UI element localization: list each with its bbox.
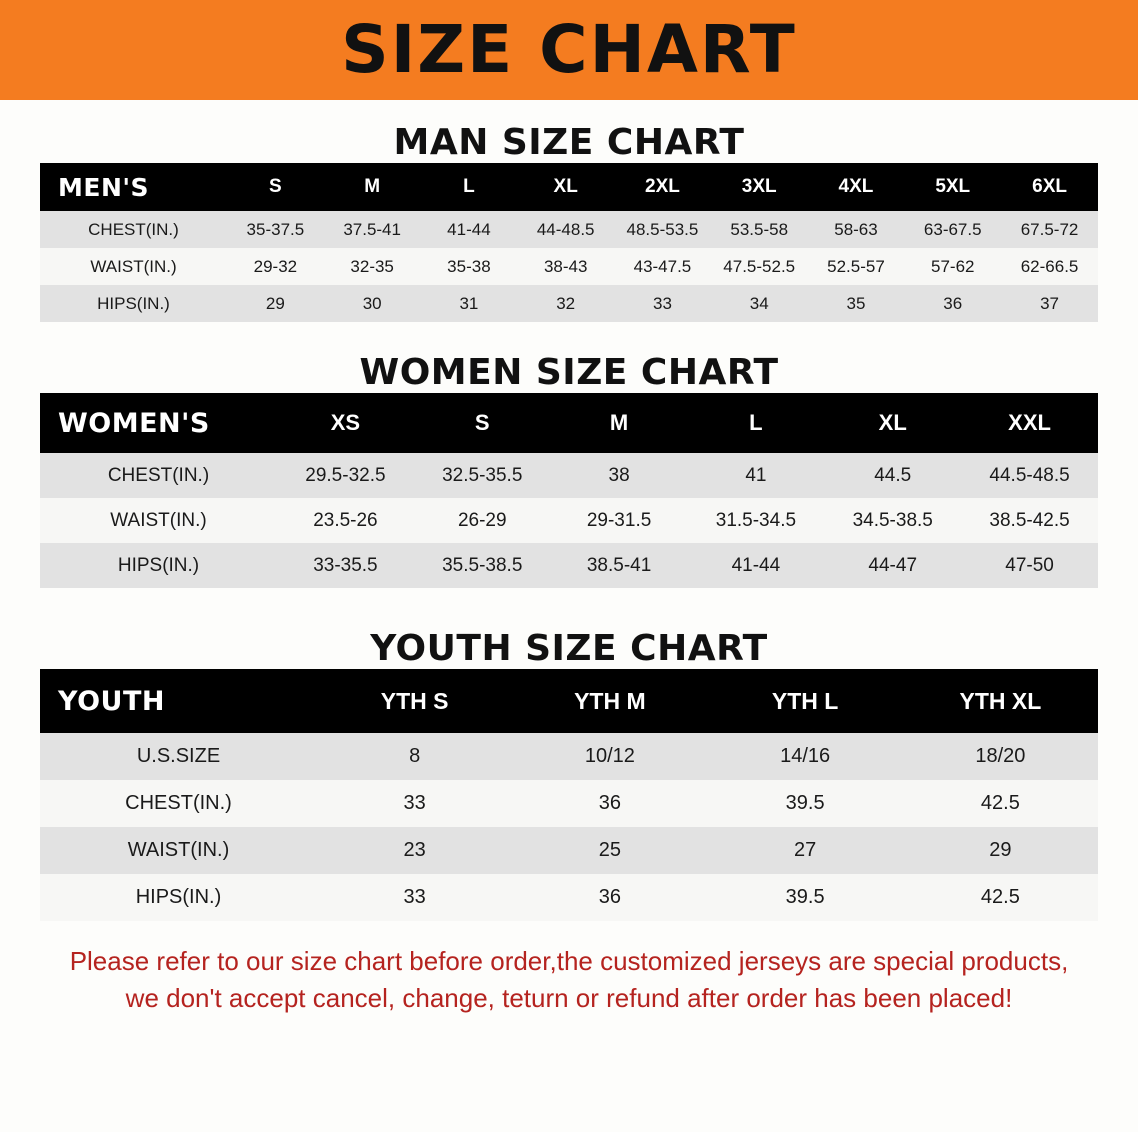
man-cell: 29-32 [253,256,298,276]
women-cell: 33-35.5 [313,554,378,576]
man-cell: 62-66.5 [1020,256,1079,276]
man-col-header: L [463,176,475,197]
man-section-title: MAN SIZE CHART [393,122,745,163]
women-col-header: XL [878,410,907,435]
table-row [40,780,1098,827]
man-cell: 53.5-58 [730,219,789,239]
women-col-header: XS [330,410,361,435]
man-cell: 30 [362,293,382,313]
youth-table-head [40,669,1098,733]
youth-cell: 25 [598,839,621,861]
youth-row-label: HIPS(IN.) [135,886,222,908]
youth-header-row [40,669,1098,733]
man-col-header: 2XL [645,176,680,197]
man-cell: 32 [556,293,576,313]
man-cell: 44-48.5 [536,219,595,239]
youth-cell: 18/20 [975,745,1026,767]
youth-table-body [40,733,1098,921]
page-title: SIZE CHART [341,11,797,88]
page-banner [0,0,1138,100]
youth-row-label: WAIST(IN.) [127,839,230,861]
table-row [40,248,1098,285]
youth-cell: 8 [409,745,421,767]
youth-col-header: YTH S [380,687,449,714]
table-row [40,211,1098,248]
man-cell: 48.5-53.5 [626,219,699,239]
youth-cell: 29 [989,839,1012,861]
man-cell: 63-67.5 [923,219,982,239]
women-cell: 31.5-34.5 [715,509,797,531]
man-cell: 33 [652,293,672,313]
man-cell: 67.5-72 [1020,219,1079,239]
man-row-label: HIPS(IN.) [97,293,170,313]
women-cell: 29.5-32.5 [305,464,386,486]
table-row [40,285,1098,322]
man-table-wrap [40,163,1098,322]
man-cell: 37 [1040,293,1060,313]
women-cell: 38.5-41 [586,554,652,576]
youth-cell: 36 [598,792,621,814]
youth-cell: 14/16 [780,745,831,767]
man-col-header: 5XL [935,176,971,197]
man-col-header: 3XL [741,176,777,197]
youth-table-wrap [40,669,1098,921]
women-col-header: S [474,410,490,435]
youth-cell: 23 [403,839,426,861]
table-row [40,498,1098,543]
women-size-table [40,393,1098,588]
youth-cell: 10/12 [584,745,635,767]
man-cell: 34 [749,293,769,313]
footer-note [38,943,1100,1017]
women-cell: 35.5-38.5 [442,554,523,576]
women-cell: 44-47 [868,554,918,576]
women-cell: 44.5-48.5 [989,464,1070,486]
man-row-label: CHEST(IN.) [88,219,179,239]
women-cell: 29-31.5 [586,509,652,531]
man-cell: 35-38 [447,256,491,276]
women-table-head [40,393,1098,453]
youth-col-header: YTH XL [959,687,1042,714]
women-cell: 38 [608,464,630,486]
youth-row-label: U.S.SIZE [136,745,221,767]
youth-corner-label: YOUTH [58,685,165,717]
women-table-wrap [40,393,1098,588]
women-section-title: WOMEN SIZE CHART [359,352,779,393]
man-cell: 35 [846,293,866,313]
man-table-head [40,163,1098,211]
man-row-label: WAIST(IN.) [90,256,177,276]
man-col-header: XL [553,176,578,197]
man-col-header: 6XL [1032,176,1067,197]
women-row-label: CHEST(IN.) [107,464,210,486]
youth-col-header: YTH L [771,687,839,714]
women-cell: 32.5-35.5 [442,464,523,486]
man-cell: 31 [459,293,479,313]
man-cell: 41-44 [447,219,491,239]
man-cell: 58-63 [834,219,878,239]
man-cell: 43-47.5 [633,256,692,276]
man-cell: 35-37.5 [246,219,305,239]
table-row [40,827,1098,874]
man-cell: 37.5-41 [343,219,401,239]
women-header-row [40,393,1098,453]
footer-note-line-1: Please refer to our size chart before order,the customized jerseys are special products, [69,946,1069,976]
youth-cell: 27 [794,839,817,861]
women-cell: 47-50 [1005,554,1054,576]
man-col-header: M [364,176,381,197]
youth-cell: 42.5 [980,792,1020,814]
youth-cell: 42.5 [980,886,1020,908]
women-row-label: WAIST(IN.) [110,509,207,531]
man-cell: 32-35 [350,256,394,276]
table-row [40,543,1098,588]
table-row [40,874,1098,921]
man-cell: 36 [943,293,963,313]
youth-section-title: YOUTH SIZE CHART [370,628,768,669]
table-row [40,453,1098,498]
youth-row-label: CHEST(IN.) [125,792,232,814]
women-row-label: HIPS(IN.) [117,554,200,576]
man-corner-label: MEN'S [58,172,150,202]
women-cell: 41-44 [731,554,781,576]
women-cell: 41 [745,464,767,486]
women-col-header: M [609,410,629,435]
youth-cell: 39.5 [785,886,825,908]
man-cell: 52.5-57 [827,256,885,276]
youth-cell: 33 [403,792,426,814]
women-cell: 44.5 [874,464,912,486]
youth-cell: 33 [403,886,426,908]
man-cell: 29 [265,293,285,313]
man-cell: 57-62 [931,256,975,276]
man-col-header: 4XL [838,176,874,197]
man-table-body [40,211,1098,322]
women-cell: 26-29 [457,509,507,531]
youth-cell: 36 [598,886,621,908]
man-header-row [40,163,1098,211]
footer-note-line-2: we don't accept cancel, change, teturn or refund after order has been placed! [125,982,1013,1013]
man-col-header: S [269,176,282,197]
youth-col-header: YTH M [574,687,646,714]
women-col-header: L [749,410,763,435]
man-size-table [40,163,1098,322]
man-cell: 47.5-52.5 [723,256,796,276]
man-cell: 38-43 [543,256,588,276]
women-corner-label: WOMEN'S [58,407,210,439]
youth-cell: 39.5 [785,792,825,814]
table-row [40,733,1098,780]
women-cell: 23.5-26 [313,509,378,531]
women-table-body [40,453,1098,588]
youth-size-table [40,669,1098,921]
women-cell: 34.5-38.5 [852,509,933,531]
women-cell: 38.5-42.5 [989,509,1070,531]
women-col-header: XXL [1008,410,1051,435]
